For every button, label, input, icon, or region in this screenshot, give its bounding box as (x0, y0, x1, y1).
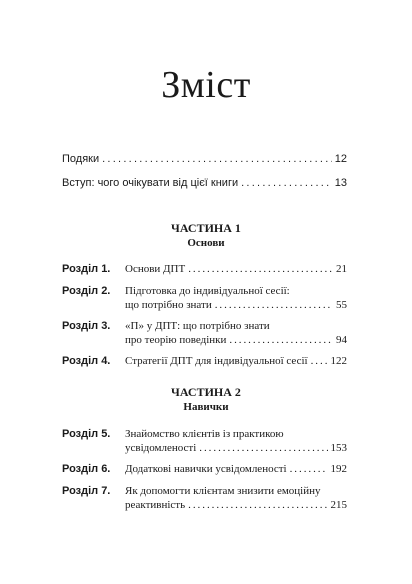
page-number: 122 (330, 355, 347, 367)
part-1-chapter-list (62, 262, 347, 376)
page-number: 13 (334, 177, 347, 189)
toc-entry-acknowledgements[interactable] (62, 152, 347, 166)
toc-entry-chapter-3[interactable] (62, 319, 347, 347)
page-number: 215 (330, 499, 347, 511)
chapter-label: Розділ 2. (62, 285, 111, 297)
chapter-title-line-1: Як допомогти клієнтам знизити емоційну (125, 485, 321, 497)
part-2-header (0, 385, 412, 414)
chapter-title: Стратегії ДПТ для індивідуальної сесії (125, 355, 308, 367)
page-number: 192 (330, 463, 347, 475)
dot-leader (199, 441, 327, 455)
toc-entry-chapter-4[interactable] (62, 354, 347, 368)
part-2-chapter-list (62, 427, 347, 519)
toc-entry-introduction[interactable] (62, 176, 347, 190)
chapter-title-line-2: що потрібно знати (125, 299, 212, 311)
chapter-title: Додаткові навички усвідомленості (125, 463, 287, 475)
dot-leader (311, 354, 328, 368)
dot-leader (229, 333, 333, 347)
chapter-title-line-1: Знайомство клієнтів із практикою (125, 428, 284, 440)
toc-entry-chapter-2[interactable] (62, 284, 347, 312)
toc-entry-chapter-7[interactable] (62, 484, 347, 512)
dot-leader (215, 298, 333, 312)
page-title: Зміст (161, 64, 251, 106)
chapter-title-line-2: реактивність (125, 499, 186, 511)
chapter-label: Розділ 7. (62, 485, 111, 497)
chapter-label: Розділ 4. (62, 355, 111, 367)
page-number: 55 (336, 299, 347, 311)
chapter-title-line-1: Підготовка до індивідуальної сесії: (125, 285, 290, 297)
chapter-label: Розділ 5. (62, 428, 111, 440)
entry-label: Подяки (62, 153, 100, 165)
entry-label: Вступ: чого очікувати від цієї книги (62, 177, 239, 189)
chapter-label: Розділ 3. (62, 320, 111, 332)
part-1-header (0, 221, 412, 250)
part-heading: ЧАСТИНА 2 (171, 385, 241, 399)
chapter-label: Розділ 6. (62, 463, 111, 475)
chapter-title-line-2: усвідомленості (125, 442, 197, 454)
dot-leader (188, 498, 327, 512)
chapter-label: Розділ 1. (62, 263, 111, 275)
page-number: 12 (334, 153, 347, 165)
dot-leader (290, 462, 328, 476)
page-number: 94 (336, 334, 347, 346)
part-name: Навички (183, 401, 229, 413)
chapter-title-line-1: «П» у ДПТ: що потрібно знати (125, 320, 270, 332)
dot-leader (241, 176, 332, 190)
dot-leader (102, 152, 332, 166)
toc-entry-chapter-5[interactable] (62, 427, 347, 455)
toc-entry-chapter-1[interactable] (62, 262, 347, 276)
part-heading: ЧАСТИНА 1 (171, 221, 241, 235)
page-number: 21 (336, 263, 347, 275)
dot-leader (188, 262, 333, 276)
front-matter-list (62, 152, 347, 200)
page-number: 153 (330, 442, 347, 454)
chapter-title-line-2: про теорію поведінки (125, 334, 227, 346)
part-name: Основи (187, 237, 225, 249)
toc-entry-chapter-6[interactable] (62, 462, 347, 476)
chapter-title: Основи ДПТ (125, 263, 186, 275)
